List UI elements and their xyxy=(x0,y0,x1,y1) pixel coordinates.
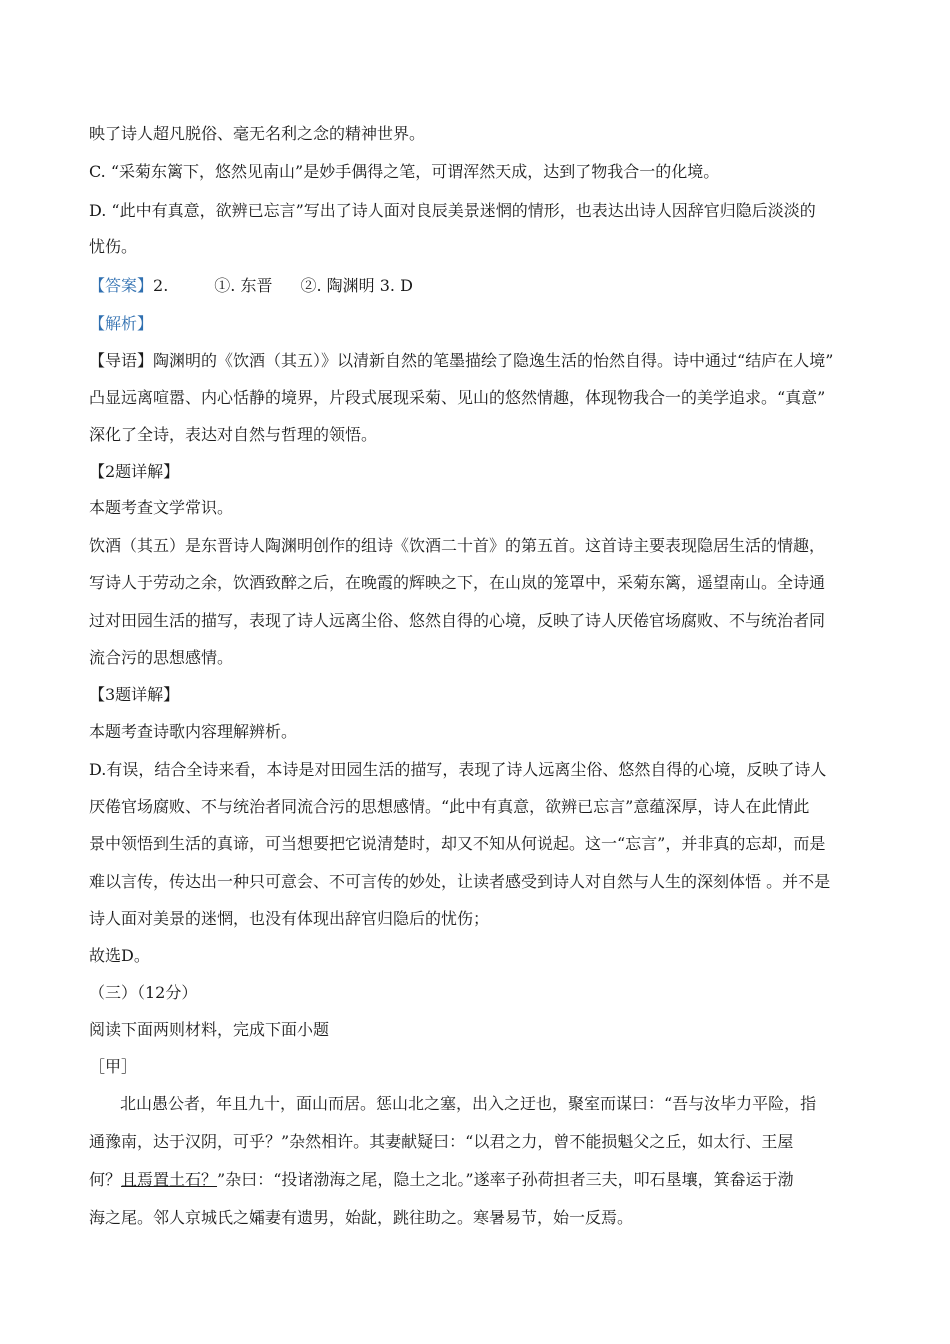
q3-line1: 本题考查诗歌内容理解辨析。 xyxy=(89,722,298,741)
q3-line7: 故选D。 xyxy=(89,946,150,965)
answer-a: ①. 东晋 xyxy=(214,276,273,295)
material-jia-label: ［甲］ xyxy=(89,1057,138,1076)
option-d-line1: D. “此中有真意，欲辨已忘言”写出了诗人面对良辰美景迷惘的情形，也表达出诗人因辞官归隐后淡淡的 xyxy=(89,201,816,220)
analysis-label: 【解析】 xyxy=(89,314,154,333)
q2-line3: 写诗人于劳动之余，饮酒致醉之后，在晚霞的辉映之下，在山岚的笼罩中，采菊东篱，遥望南山。全诗通 xyxy=(89,573,826,592)
q2-line5: 流合污的思想感情。 xyxy=(89,648,234,667)
q2-line1: 本题考查文学常识。 xyxy=(89,498,234,517)
passage-line1: 北山愚公者，年且九十，面山而居。惩山北之塞，出入之迂也，聚室而谋曰：“吾与汝毕力平险，指 xyxy=(120,1094,817,1113)
passage-line2: 通豫南，达于汉阴，可乎？”杂然相许。其妻献疑曰：“以君之力，曾不能损魁父之丘，如太行、王屋 xyxy=(89,1132,794,1151)
q3-line6: 诗人面对美景的迷惘，也没有体现出辞官归隐后的忧伤； xyxy=(89,909,490,928)
q2-heading: 【2题详解】 xyxy=(89,462,180,481)
q3-line5: 难以言传，传达出一种只可意会、不可言传的妙处，让读者感受到诗人对自然与人生的深刻体悟 。并不是 xyxy=(89,872,831,891)
guide-line1: 【导语】陶渊明的《饮酒（其五）》以清新自然的笔墨描绘了隐逸生活的怡然自得。诗中通过“结庐在人境” xyxy=(89,351,834,370)
section3-instruction: 阅读下面两则材料，完成下面小题 xyxy=(89,1020,330,1039)
option-d-line2: 忧伤。 xyxy=(89,237,138,256)
option-c: C. “采菊东篱下，悠然见南山”是妙手偶得之笔，可谓浑然天成，达到了物我合一的化境。 xyxy=(89,162,720,181)
passage-line3: 何？且焉置土石？”杂曰：“投诸渤海之尾，隐土之北。”遂率子孙荷担者三夫，叩石垦壤，箕畚运于渤 xyxy=(89,1170,794,1189)
passage-line4: 海之尾。邻人京城氏之孀妻有遗男，始龀，跳往助之。寒暑易节，始一反焉。 xyxy=(89,1208,634,1227)
guide-line3: 深化了全诗，表达对自然与哲理的领悟。 xyxy=(89,425,378,444)
answer-label: 【答案】 xyxy=(89,276,154,295)
guide-line2: 凸显远离喧嚣、内心恬静的境界，片段式展现采菊、见山的悠然情趣，体现物我合一的美学追求。“真意” xyxy=(89,388,826,407)
q3-line2: D.有误，结合全诗来看，本诗是对田园生活的描写，表现了诗人远离尘俗、悠然自得的心境，反映了诗人 xyxy=(89,760,827,779)
answer-line xyxy=(89,276,413,296)
q2-line2: 饮酒（其五）是东晋诗人陶渊明创作的组诗《饮酒二十首》的第五首。这首诗主要表现隐居生活的情趣， xyxy=(89,536,826,555)
answer-b: ②. 陶渊明 3. D xyxy=(300,276,413,295)
guide-label: 【导语】 xyxy=(89,351,154,370)
underlined-sentence: 且焉置土石？ xyxy=(121,1170,218,1189)
q3-line3: 厌倦官场腐败、不与统治者同流合污的思想感情。“此中有真意，欲辨已忘言”意蕴深厚，诗人在此情此 xyxy=(89,797,810,816)
q3-heading: 【3题详解】 xyxy=(89,685,180,704)
section3-heading: （三）（12分） xyxy=(89,983,198,1002)
q3-line4: 景中领悟到生活的真谛，可当想要把它说清楚时，却又不知从何说起。这一“忘言”，并非真的忘却，而是 xyxy=(89,834,826,853)
answer-num: 2. xyxy=(153,276,169,295)
option-b-continuation: 映了诗人超凡脱俗、毫无名利之念的精神世界。 xyxy=(89,124,426,143)
q2-line4: 过对田园生活的描写，表现了诗人远离尘俗、悠然自得的心境，反映了诗人厌倦官场腐败、不与统治者同 xyxy=(89,611,826,630)
